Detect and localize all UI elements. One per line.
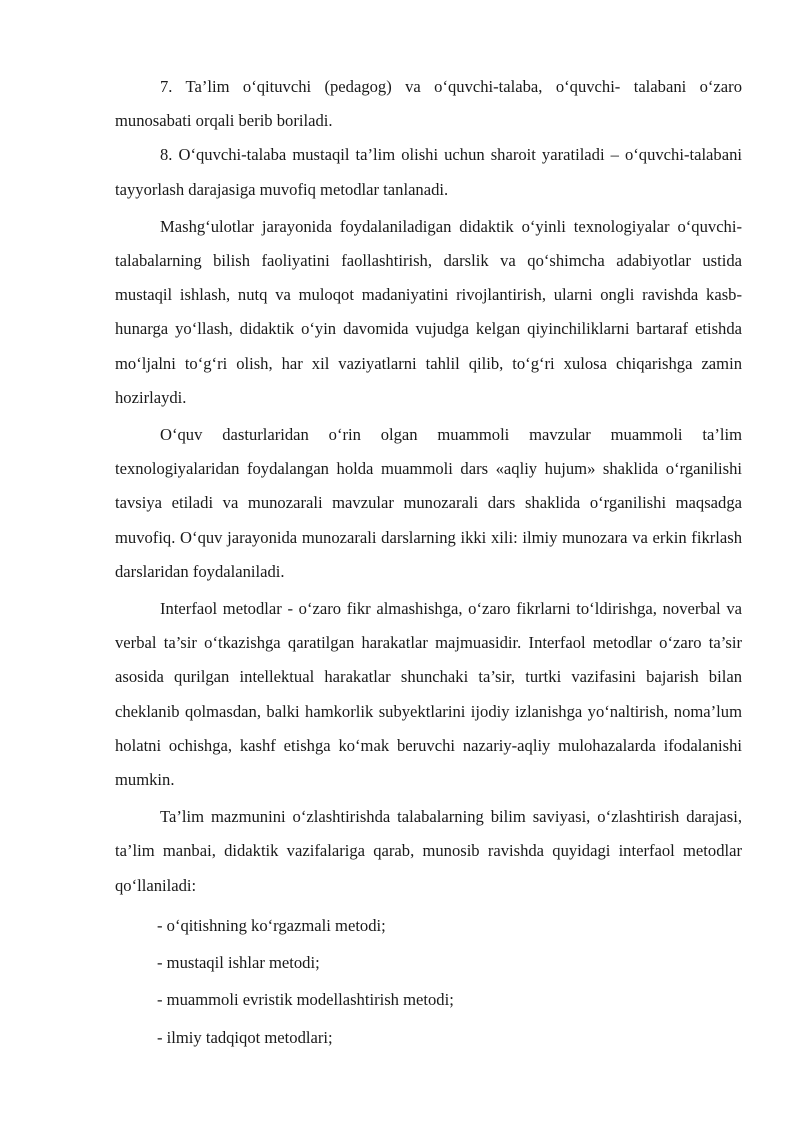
list-item: - mustaqil ishlar metodi;: [157, 953, 320, 973]
list-item: - o‘qitishning ko‘rgazmali metodi;: [157, 915, 386, 935]
list-item: - muammoli evristik modellashtirish metodi;: [157, 990, 454, 1010]
document-page: [115, 70, 742, 1056]
paragraph-education-content: Ta’lim mazmunini o‘zlashtirishda talabalarning bilim saviyasi, o‘zlashtirish darajasi, ta’lim manbai, didaktik vazifalariga qarab, munosib ravishda quyidagi interfaol metodlar qo‘llaniladi:: [115, 807, 742, 895]
paragraph-didactic-games: Mashg‘ulotlar jarayonida foydalaniladigan didaktik o‘yinli texnologiyalar o‘quvchi-talabalarning bilish faoliyatini faollashtirish, darslik va qo‘shimcha adabiyotlar ustida mustaqil ishlash, nutq va muloqot madaniyatini rivojlantirish, ularni ongli ravishda kasb-hunarga yo‘llash, didaktik o‘yin davomida vujudga kelgan qiyinchiliklarni bartaraf etishda mo‘ljalni to‘g‘ri olish, har xil vaziyatlarni tahlil qilib, to‘g‘ri xulosa chiqarishga zamin hozirlaydi.: [115, 216, 742, 407]
methods-list: [115, 907, 742, 1056]
paragraph-problem-topics: O‘quv dasturlaridan o‘rin olgan muammoli mavzular muammoli ta’lim texnologiyalaridan foydalangan holda muammoli dars «aqliy hujum» shaklida o‘rganilishi tavsiya etiladi va munozarali mavzular munozarali dars shaklida o‘rganilishi maqsadga muvofiq. O‘quv jarayonida munozarali darslarning ikki xili: ilmiy munozara va erkin fikrlash darslaridan foydalaniladi.: [115, 425, 742, 581]
paragraph-item-7: 7. Ta’lim o‘qituvchi (pedagog) va o‘quvchi-talaba, o‘quvchi- talabani o‘zaro munosabati orqali berib boriladi.: [115, 77, 742, 131]
list-item: - ilmiy tadqiqot metodlari;: [157, 1027, 333, 1047]
paragraph-interactive-methods: Interfaol metodlar - o‘zaro fikr almashishga, o‘zaro fikrlarni to‘ldirishga, noverbal va verbal ta’sir o‘tkazishga qaratilgan harakatlar majmuasidir. Interfaol metodlar o‘zaro ta’sir asosida qurilgan intellektual harakatlar shunchaki ta’sir, turtki vazifasini bajarish bilan cheklanib qolmasdan, balki hamkorlik subyektlarini ijodiy izlanishga yo‘naltirish, noma’lum holatni ochishga, kashf etishga ko‘mak beruvchi nazariy-aqliy mulohazalarda ifodalanishi mumkin.: [115, 599, 742, 790]
paragraph-item-8: 8. O‘quvchi-talaba mustaqil ta’lim olishi uchun sharoit yaratiladi – o‘quvchi-talabani tayyorlash darajasiga muvofiq metodlar tanlanadi.: [115, 145, 742, 199]
